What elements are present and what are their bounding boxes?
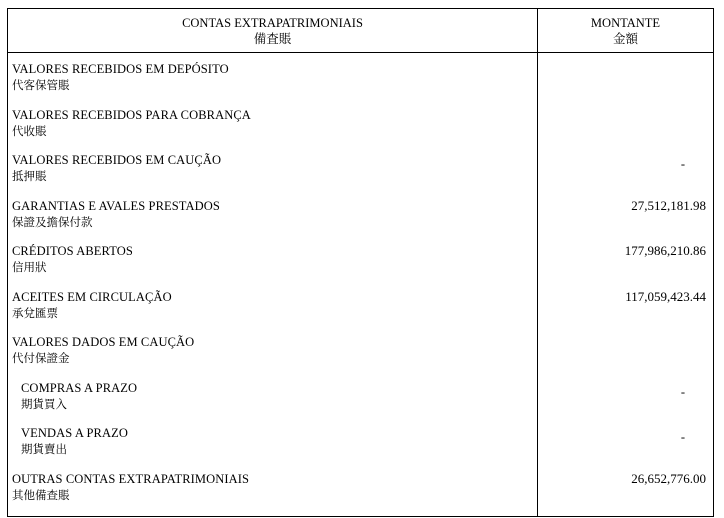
amount-cell: [538, 334, 714, 380]
table-row: [8, 152, 714, 198]
account-name-pt: VALORES RECEBIDOS EM CAUÇÃO: [12, 153, 222, 167]
amount-cell: [538, 425, 714, 471]
table-row: [8, 289, 714, 335]
account-header-pt: CONTAS EXTRAPATRIMONIAIS: [182, 15, 363, 30]
account-cell: [8, 107, 538, 153]
account-cell: [8, 289, 538, 335]
table-row: [8, 334, 714, 380]
account-cell: [8, 471, 538, 517]
account-name-zh: 代客保管賬: [12, 78, 70, 92]
amount-value: -: [680, 430, 685, 444]
amount-cell: [538, 289, 714, 335]
account-name-zh: 抵押賬: [12, 169, 47, 183]
account-name-pt: VALORES RECEBIDOS EM DEPÓSITO: [12, 62, 229, 76]
table-row: [8, 425, 714, 471]
account-name-zh: 期貨賣出: [21, 442, 67, 456]
amount-value: 27,512,181.98: [631, 197, 706, 213]
table-row: [8, 53, 714, 107]
table-row: [8, 471, 714, 517]
table-row: [8, 198, 714, 244]
account-name-zh: 信用狀: [12, 260, 47, 274]
account-name-pt: GARANTIAS E AVALES PRESTADOS: [12, 198, 220, 213]
amount-value: 26,652,776.00: [631, 470, 706, 486]
off-balance-sheet-table: [7, 8, 714, 517]
amount-cell: [538, 198, 714, 244]
amount-cell: [538, 243, 714, 289]
account-name-pt: CRÉDITOS ABERTOS: [12, 244, 133, 258]
account-cell: [8, 425, 538, 471]
account-name-pt: VALORES DADOS EM CAUÇÃO: [12, 335, 195, 349]
table-row: [8, 107, 714, 153]
amount-value: 117,059,423.44: [625, 288, 706, 304]
account-name-zh: 承兌匯票: [12, 305, 58, 320]
account-name-zh: 期貨買入: [21, 396, 67, 411]
account-name-pt: VENDAS A PRAZO: [21, 426, 128, 440]
amount-cell: [538, 471, 714, 517]
table-row: [8, 243, 714, 289]
amount-header-pt: MONTANTE: [590, 15, 661, 30]
account-name-pt: ACEITES EM CIRCULAÇÃO: [12, 289, 172, 304]
account-cell: [8, 152, 538, 198]
account-column-header: [8, 9, 538, 53]
amount-value: 177,986,210.86: [624, 243, 706, 258]
account-cell: [8, 380, 538, 426]
table-row: [8, 380, 714, 426]
amount-value: -: [680, 157, 685, 171]
amount-header-zh: 金額: [612, 31, 638, 46]
account-name-zh: 代付保證金: [12, 351, 70, 365]
account-name-zh: 代收賬: [12, 123, 47, 138]
amount-cell: [538, 152, 714, 198]
account-name-pt: VALORES RECEBIDOS PARA COBRANÇA: [12, 107, 251, 122]
amount-value: -: [680, 384, 685, 399]
amount-cell: [538, 53, 714, 107]
account-name-zh: 保證及擔保付款: [12, 214, 93, 229]
account-name-pt: COMPRAS A PRAZO: [21, 380, 138, 395]
amount-cell: [538, 380, 714, 426]
account-header-zh: 備査賬: [253, 31, 292, 46]
account-cell: [8, 198, 538, 244]
amount-cell: [538, 107, 714, 153]
account-name-pt: OUTRAS CONTAS EXTRAPATRIMONIAIS: [12, 471, 250, 486]
account-name-zh: 其他備查賬: [12, 487, 70, 502]
table-header-row: [8, 9, 714, 53]
account-cell: [8, 243, 538, 289]
amount-column-header: [538, 9, 714, 53]
account-cell: [8, 334, 538, 380]
account-cell: [8, 53, 538, 107]
